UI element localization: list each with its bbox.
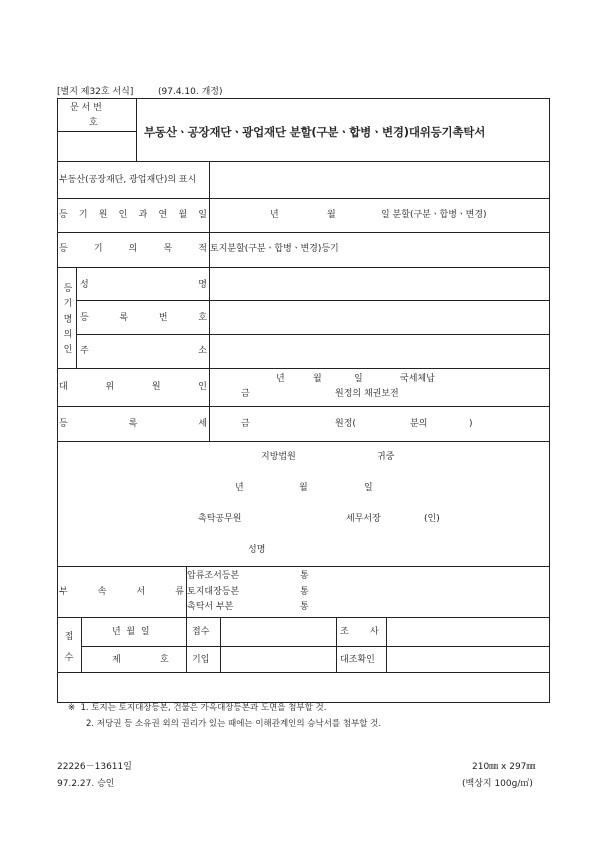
subrogation-amount-prefix: 금 [241,389,250,399]
attachment-item-1: 압류조서등본 [187,571,240,581]
inspect-label-1: 조 [340,627,349,637]
purpose-value: 토지분할(구분ㆍ합병ㆍ변경)등기 [210,244,339,254]
subrogation-label: 대 위 원 인 [59,382,207,392]
court-name: 지방법원 [261,452,296,462]
cause-date-label: 등 기 원 인 과 연 월 일 [59,210,207,220]
cause-year: 년 [270,210,279,220]
tax-close: ) [469,419,473,429]
cause-day-type: 일 분할(구분ㆍ합병ㆍ변경) [381,210,487,220]
note-1: ※ 1. 토지는 토지대장등본, 건물은 가옥대장등본과 도면을 첨부할 것. [68,703,327,713]
holder-address-label: 주 소 [80,346,207,356]
signature-label: 성명 [248,545,266,555]
purpose-label: 등 기 의 목 적 [59,244,207,254]
revision-date: (97.4.10. 개정) [158,87,223,97]
approval-date: 97.2.27. 승인 [57,779,115,789]
attachment-unit-1: 통 [300,571,309,581]
reception-date-label: 년 월 일 [112,627,150,637]
subrogation-amount-suffix: 원정의 채권보전 [335,389,399,399]
tax-amount-prefix: 금 [241,419,250,429]
holder-name-label: 성 명 [80,280,207,290]
subrogation-reason: 국세체납 [400,374,435,384]
seal-mark: (인) [424,514,440,524]
court-honorific: 귀중 [377,452,395,462]
form-table [57,98,550,703]
record-label: 기입 [192,655,210,665]
cause-month: 월 [327,210,336,220]
doc-number-label: 문 서 번 [70,103,102,113]
doc-number-label-end: 호 [89,118,98,128]
attachment-unit-2: 통 [300,587,309,597]
holder-regno-label: 등 록 번 호 [80,313,207,323]
tax-fraction: 분의 [410,419,428,429]
office-label: 세무서장 [346,514,381,524]
paper-size: 210㎜ x 297㎜ [472,762,536,772]
note-2: 2. 저당권 등 소유권 외의 권리가 있는 때에는 이해관계인의 승낙서를 첨부할 것. [86,719,382,729]
reception-label: 접 수 [64,632,74,663]
tax-label: 등 록 세 [59,419,207,429]
inspect-label-2: 사 [370,627,379,637]
subrogation-day: 일 [354,374,363,384]
issue-year: 년 [235,483,244,493]
receipt-label: 접수 [192,627,210,637]
reception-number-suffix: 호 [160,655,169,665]
subrogation-year: 년 [276,374,285,384]
reception-number-prefix: 제 [112,655,121,665]
page-title: 부동산ㆍ공장재단ㆍ광업재단 분할(구분ㆍ합병ㆍ변경)대위등기촉탁서 [144,125,486,139]
attachment-item-3: 촉탁서 부본 [187,602,234,612]
tax-amount-suffix: 원정( [335,419,356,429]
form-number: [별지 제32호 서식] [57,87,134,97]
verify-label: 대조확인 [340,655,375,665]
attachment-item-2: 토지대장등본 [187,587,240,597]
form-code: 22226－13611일 [57,762,132,772]
issue-month: 월 [299,483,308,493]
subrogation-month: 월 [313,374,322,384]
issue-day: 일 [364,483,373,493]
holder-group-label: 등 기 명 의 인 [63,284,73,355]
paper-spec: (백상지 100g/㎡) [462,779,533,789]
official-label: 촉탁공무원 [198,514,242,524]
attachment-unit-3: 통 [300,602,309,612]
attachments-label: 부 속 서 류 [59,587,184,597]
property-display-label: 부동산(공장재단, 광업재단)의 표시 [59,175,197,185]
